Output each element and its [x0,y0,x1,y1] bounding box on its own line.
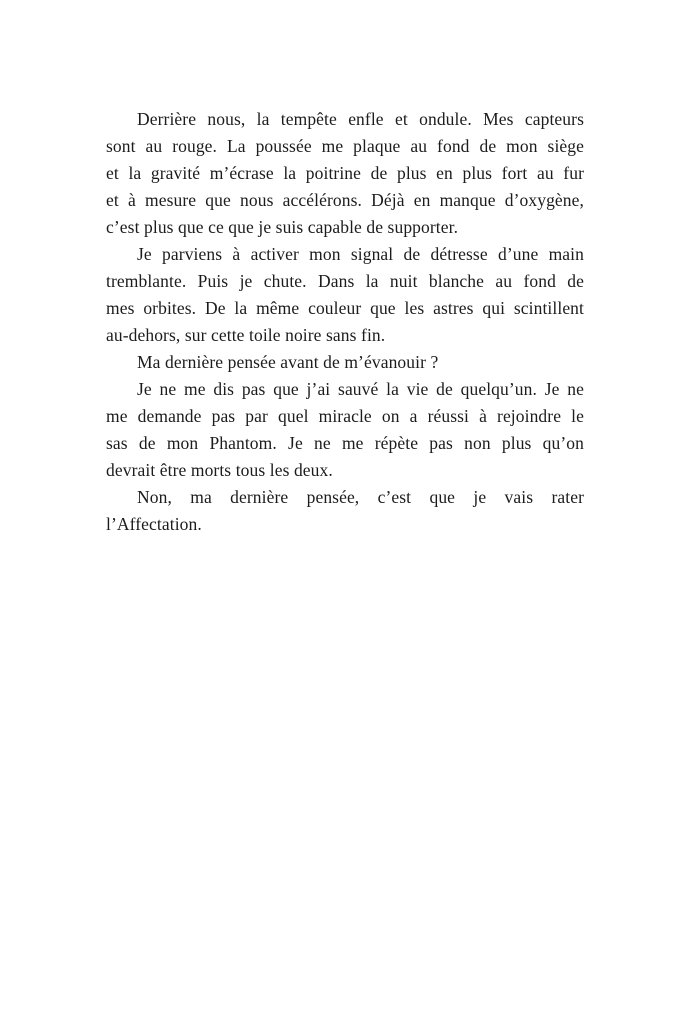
text-line: devrait être morts tous les deux. [106,460,333,480]
paragraph [106,484,584,538]
text-line: Je parviens à activer mon signal de détresse d’une main [137,244,584,264]
text-line: l’Affectation. [106,514,202,534]
text-line: au-dehors, sur cette toile noire sans fin. [106,325,386,345]
paragraph [106,241,584,349]
paragraph [106,349,584,376]
text-line: tremblante. Puis je chute. Dans la nuit blanche au fond de [106,271,584,291]
paragraph [106,106,584,241]
paragraph [106,376,584,484]
text-line: mes orbites. De la même couleur que les astres qui scintillent [106,298,584,318]
text-line: Je ne me dis pas que j’ai sauvé la vie de quelqu’un. Je ne [137,379,584,399]
text-block [106,106,584,538]
text-line: et à mesure que nous accélérons. Déjà en manque d’oxygène, [106,190,584,210]
text-line: sont au rouge. La poussée me plaque au fond de mon siège [106,136,584,156]
text-line: c’est plus que ce que je suis capable de supporter. [106,217,459,237]
text-line: me demande pas par quel miracle on a réussi à rejoindre le [106,406,584,426]
text-line: et la gravité m’écrase la poitrine de plus en plus fort au fur [106,163,584,183]
text-line: Ma dernière pensée avant de m’évanouir ? [137,352,439,372]
text-line: Non, ma dernière pensée, c’est que je vais rater [137,487,584,507]
text-line: Derrière nous, la tempête enfle et ondule. Mes capteurs [137,109,584,129]
text-line: sas de mon Phantom. Je ne me répète pas non plus qu’on [106,433,584,453]
